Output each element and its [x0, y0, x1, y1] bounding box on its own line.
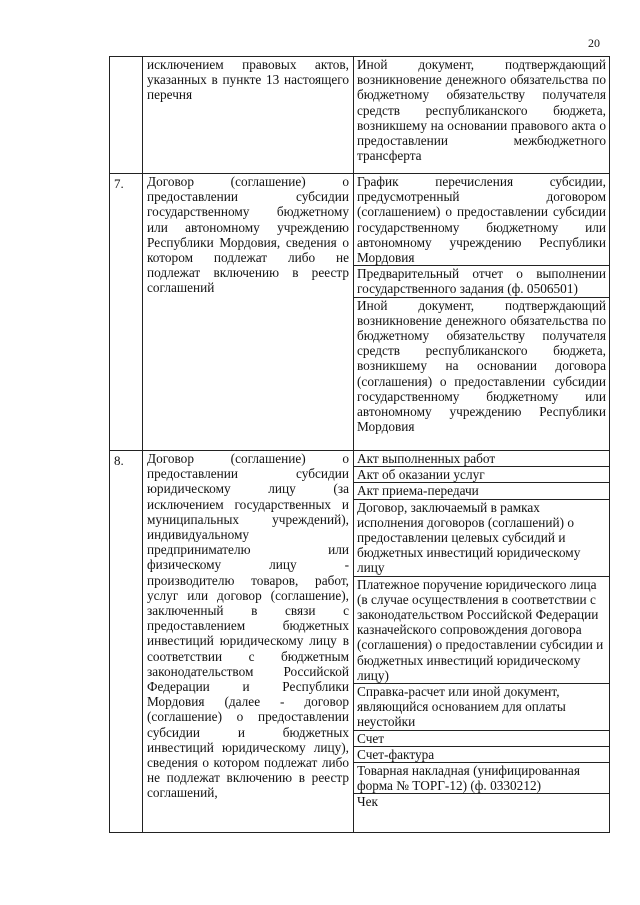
obligation-basis-text: исключением правовых актов, указанных в пункте 13 настоящего перечня: [147, 57, 349, 103]
document-item: Счет: [354, 731, 609, 747]
supporting-documents-cell: [354, 57, 610, 174]
supporting-documents-cell: [354, 174, 610, 451]
document-item: Товарная накладная (унифицированная форма № ТОРГ-12) (ф. 0330212): [354, 763, 609, 794]
document-item: Справка-расчет или иной документ, являющийся основанием для оплаты неустойки: [354, 684, 609, 731]
document-item: Акт выполненных работ: [354, 451, 609, 467]
document-item: Акт об оказании услуг: [354, 467, 609, 483]
obligation-basis-cell: [143, 451, 354, 833]
obligation-basis-text: Договор (соглашение) о предоставлении субсидии государственному бюджетному или автономному учреждению Республики Мордовия, сведения о котором подлежат либо не подлежат включению в реестр соглашений: [147, 174, 349, 296]
obligation-basis-text: Договор (соглашение) о предоставлении субсидии юридическому лицу (за исключением государственных и муниципальных учреждений), индивидуальному предпринимателю или физическому лицу - производителю товаров, работ, услуг или договор (соглашение), заключенный в связи с предоставлением бюджетных инвестиций юридическому лицу в соответствии с бюджетным законодательством Российской Федерации и Республики Мордовия (далее - договор (соглашение) о предоставлении субсидии и бюджетных инвестиций юридическому лицу), сведения о котором подлежат либо не подлежат включению в реестр соглашений,: [147, 451, 349, 801]
page-number: 20: [588, 36, 600, 50]
document-item: Чек: [357, 794, 379, 810]
document-item: Иной документ, подтверждающий возникновение денежного обязательства по бюджетному обязательству получателя средств республиканского бюджета, возникшему на основании договора (соглашения) о предоставлении субсидии государственному бюджетному или автономному учреждению Республики Мордовия: [357, 297, 606, 435]
document-item: Платежное поручение юридического лица (в случае осуществления в соответствии с законодательством Российской Федерации казначейского сопровождения договора (соглашения) о предоставлении субсидии и бюджетных инвестиций юридическому лицу): [354, 577, 609, 684]
table-row: [110, 174, 610, 451]
table-row: [110, 451, 610, 833]
document-item: Предварительный отчет о выполнении государственного задания (ф. 0506501): [354, 266, 609, 297]
row-number: [110, 57, 143, 174]
document-item: Договор, заключаемый в рамках исполнения договоров (соглашений) о предоставлении целевых субсидий и бюджетных инвестиций юридическому лицу: [354, 500, 609, 577]
table-row: [110, 57, 610, 174]
row-number: 7.: [110, 174, 143, 451]
obligation-basis-cell: [143, 57, 354, 174]
documents-table: [109, 56, 610, 833]
obligation-basis-cell: [143, 174, 354, 451]
document-item: Счет-фактура: [354, 747, 609, 763]
document-item: Иной документ, подтверждающий возникновение денежного обязательства по бюджетному обязательству получателя средств республиканского бюджета, возникшему на основании правового акта о предоставлении межбюджетного трансферта: [357, 57, 606, 164]
document-item: График перечисления субсидии, предусмотренный договором (соглашением) о предоставлении субсидии государственному бюджетному или автономному учреждению Республики Мордовия: [354, 174, 609, 266]
document-item: Акт приема-передачи: [354, 483, 609, 499]
row-number: 8.: [110, 451, 143, 833]
supporting-documents-cell: [354, 451, 610, 833]
